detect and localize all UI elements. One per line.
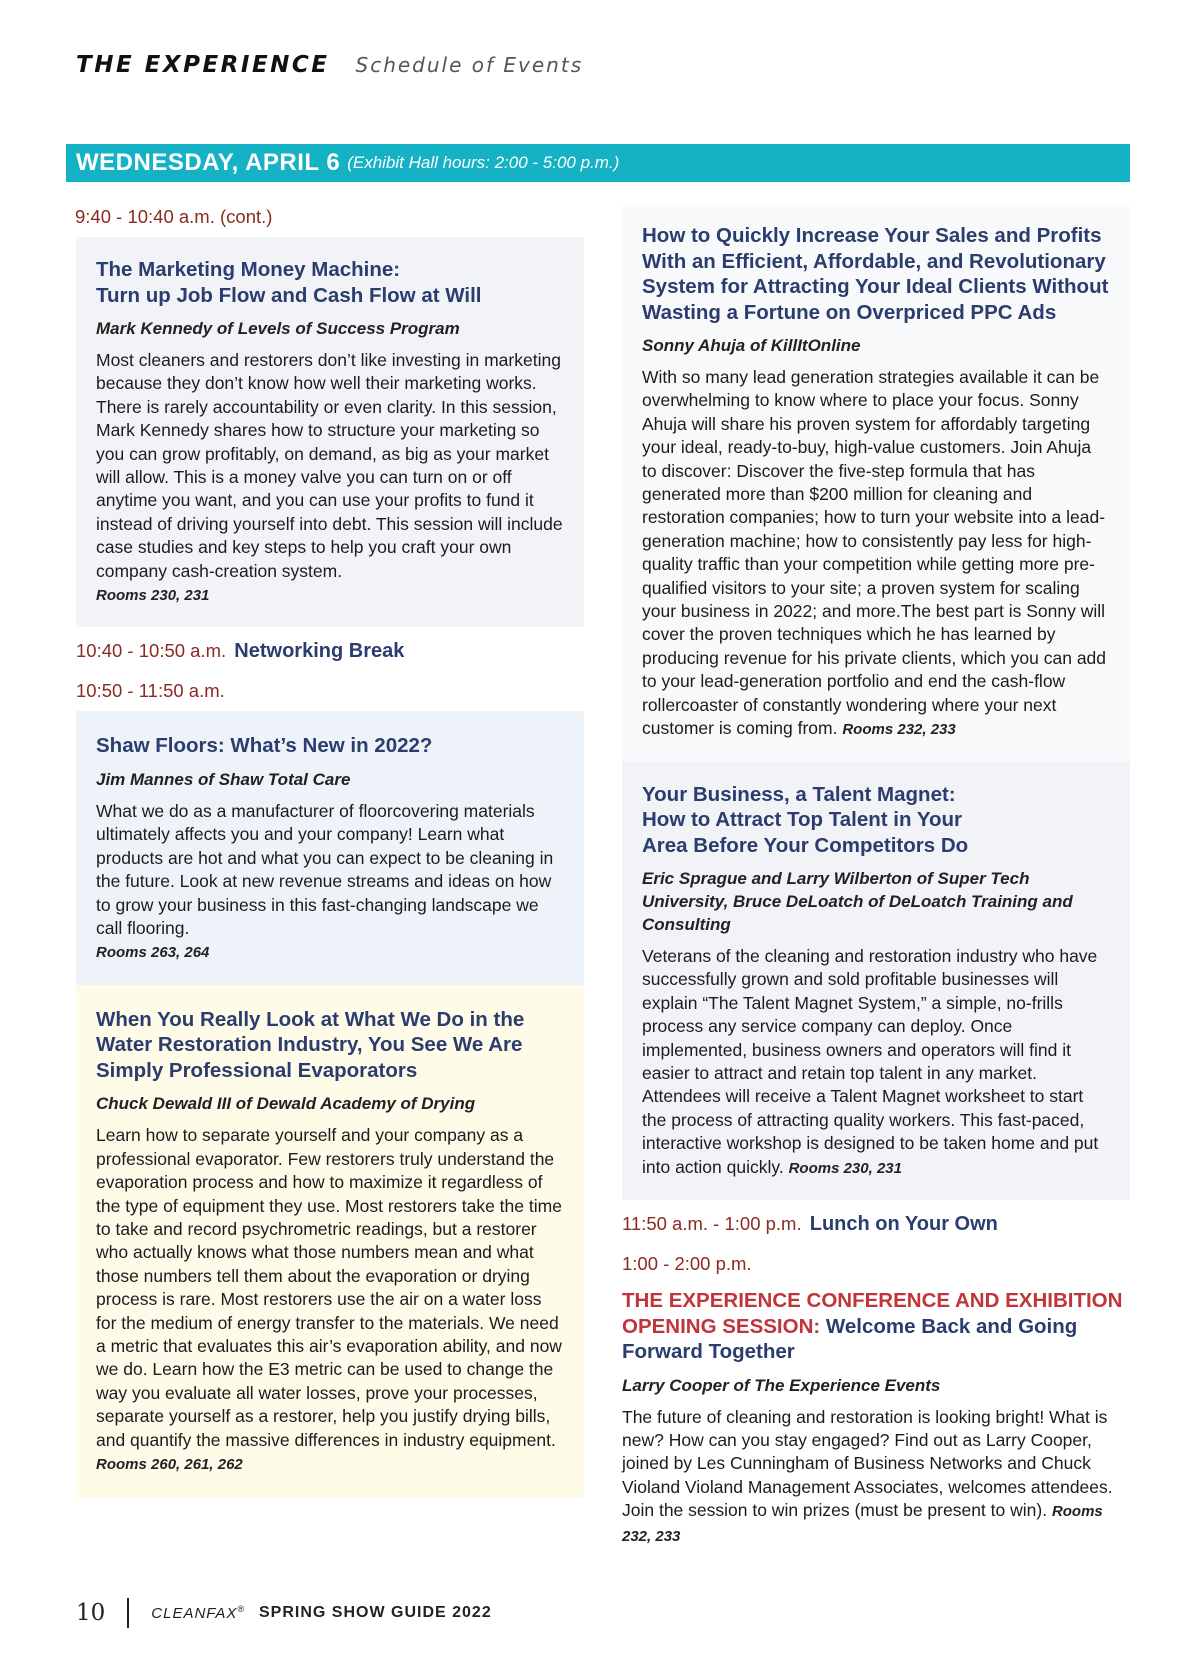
session-rooms: Rooms 232, 233 xyxy=(622,1503,1103,1545)
session-description: What we do as a manufacturer of floorcovering materials ultimately affects you and your company! Learn what products are hot and what you can expect to be cleaning in the future. Look at new revenue streams and ideas on how to grow your business in this fast-changing landscape we call flooring. Rooms 263, 264 xyxy=(96,800,564,965)
session-title: THE EXPERIENCE CONFERENCE AND EXHIBITION OPENING SESSION: Welcome Back and Going Forward Together xyxy=(622,1289,1123,1364)
time-slot: 9:40 - 10:40 a.m. (cont.) xyxy=(75,206,273,227)
publication-title: SPRING SHOW GUIDE 2022 xyxy=(259,1604,492,1621)
session-card xyxy=(622,762,1130,1201)
session-description: With so many lead generation strategies available it can be overwhelming to know where to place your focus. Sonny Ahuja will share his proven system for affordably targeting your ideal, ready-to-buy, high-value customers. Join Ahuja to discover: Discover the five-step formula that has generated more than $200 million for cleaning and restoration companies; how to turn your website into a lead-generation machine; how to consistently pay less for high-quality traffic than your competition while getting more pre-qualified visitors to your site; a proven system for scaling your business in 2022; and more.The best part is Sonny will cover the proven techniques which he has learned by producing revenue for his private clients, which you can add to your lead-generation portfolio and end the cash-flow rollercoaster of constantly wondering where your next customer is coming from. Rooms 232, 233 xyxy=(642,367,1107,739)
section-subtitle: Schedule of Events xyxy=(355,53,584,77)
session-card xyxy=(76,985,584,1499)
session-rooms: Rooms 232, 233 xyxy=(842,721,956,739)
session-card xyxy=(622,1276,1130,1548)
session-title: Your Business, a Talent Magnet: How to Attract Top Talent in Your Area Before Your Competitors Do xyxy=(642,782,969,857)
page-header xyxy=(76,52,583,78)
session-title: How to Quickly Increase Your Sales and Profits With an Efficient, Affordable, and Revolutionary System for Attracting Your Ideal Clients Without Wasting a Fortune on Overpriced PPC Ads xyxy=(642,224,1109,324)
session-title: When You Really Look at What We Do in the Water Restoration Industry, You See We Are Simply Professional Evaporators xyxy=(96,1007,525,1082)
session-description: Learn how to separate yourself and your company as a professional evaporator. Few restorers truly understand the evaporation process and how to maximize it regardless of the type of equipment they use. Most restorers take the time to take and record psychrometric readings, but a restorer who actually knows what those numbers mean and what those numbers tell them about the evaporation or drying process is rare. Most restorers use the air on a water loss for the medium of energy transfer to the materials. We need a metric that evaluates this air’s evaporation ability, and now we do. Learn how the E3 metric can be used to change the way you evaluate all water losses, prove your processes, separate yourself as a restorer, help you justify drying bills, and quantify the massive differences in industry equipment. Rooms 260, 261, 262 xyxy=(96,1125,562,1473)
day-label: WEDNESDAY, APRIL 6 xyxy=(76,149,341,176)
session-speaker: Eric Sprague and Larry Wilberton of Super Tech University, Bruce DeLoatch of DeLoatch Training and Consulting xyxy=(642,869,1073,934)
session-speaker: Jim Mannes of Shaw Total Care xyxy=(96,769,351,789)
exhibit-hours: (Exhibit Hall hours: 2:00 - 5:00 p.m.) xyxy=(347,153,620,172)
session-speaker: Larry Cooper of The Experience Events xyxy=(622,1375,941,1395)
right-column xyxy=(622,205,1130,1548)
session-description: The future of cleaning and restoration is looking bright! What is new? How can you stay engaged? Find out as Larry Cooper, joined by Les Cunningham of Business Networks and Chuck Violand Violand Management Associates, welcomes attendees. Join the session to win prizes (must be present to win). Rooms 232, 233 xyxy=(622,1406,1113,1545)
session-description: Most cleaners and restorers don’t like investing in marketing because they don’t know how well their marketing works. There is rarely accountability or even clarity. In this session, Mark Kennedy shares how to structure your marketing so you can grow profitably, on demand, as big as your market will allow. This is a money valve you can turn on or off anytime you want, and you can use your profits to fund it instead of driving yourself into debt. This session will include case studies and key steps to help you craft your own company cash-creation system. Rooms 230, 231 xyxy=(96,349,564,607)
page-number: 10 xyxy=(76,1600,106,1626)
session-title: Shaw Floors: What’s New in 2022? xyxy=(96,734,433,758)
session-rooms: Rooms 260, 261, 262 xyxy=(96,1456,243,1473)
break-slot xyxy=(76,639,584,663)
break-time: 10:40 - 10:50 a.m. xyxy=(76,640,227,662)
day-banner xyxy=(66,144,1130,182)
time-slot: 10:50 - 11:50 a.m. xyxy=(76,680,225,702)
lunch-slot xyxy=(622,1212,1130,1236)
session-card xyxy=(622,205,1130,762)
break-title: Networking Break xyxy=(234,640,405,663)
session-rooms: Rooms 263, 264 xyxy=(96,944,210,962)
lunch-time: 11:50 a.m. - 1:00 p.m. xyxy=(622,1213,802,1235)
session-rooms: Rooms 230, 231 xyxy=(788,1159,902,1177)
session-speaker: Chuck Dewald III of Dewald Academy of Drying xyxy=(96,1094,476,1114)
session-speaker: Sonny Ahuja of KillItOnline xyxy=(642,336,861,355)
session-kicker: THE EXPERIENCE CONFERENCE AND EXHIBITION OPENING SESSION: xyxy=(622,1289,1123,1338)
session-description: Veterans of the cleaning and restoration industry who have successfully grown and sold profitable businesses will explain “The Talent Magnet System,” a simple, no-frills process any service company can deploy. Once implemented, business owners and operators will find it easier to attract and retain top talent in any market. Attendees will receive a Talent Magnet worksheet to start the process of attracting quality workers. This fast-paced, interactive workshop is designed to be taken home and put into action quickly. Rooms 230, 231 xyxy=(642,946,1099,1177)
session-card xyxy=(76,711,584,984)
left-column xyxy=(76,205,584,1498)
section-title: THE EXPERIENCE xyxy=(76,52,330,78)
session-speaker: Mark Kennedy of Levels of Success Program xyxy=(96,319,460,338)
lunch-title: Lunch on Your Own xyxy=(809,1213,998,1236)
page-footer xyxy=(76,1598,492,1628)
session-title: The Marketing Money Machine: Turn up Job Flow and Cash Flow at Will xyxy=(96,258,482,307)
brand-name: CLEANFAX® xyxy=(151,1604,245,1622)
footer-divider xyxy=(127,1598,129,1628)
session-rooms: Rooms 230, 231 xyxy=(96,587,210,605)
session-card xyxy=(76,237,584,627)
time-slot: 1:00 - 2:00 p.m. xyxy=(622,1253,752,1275)
